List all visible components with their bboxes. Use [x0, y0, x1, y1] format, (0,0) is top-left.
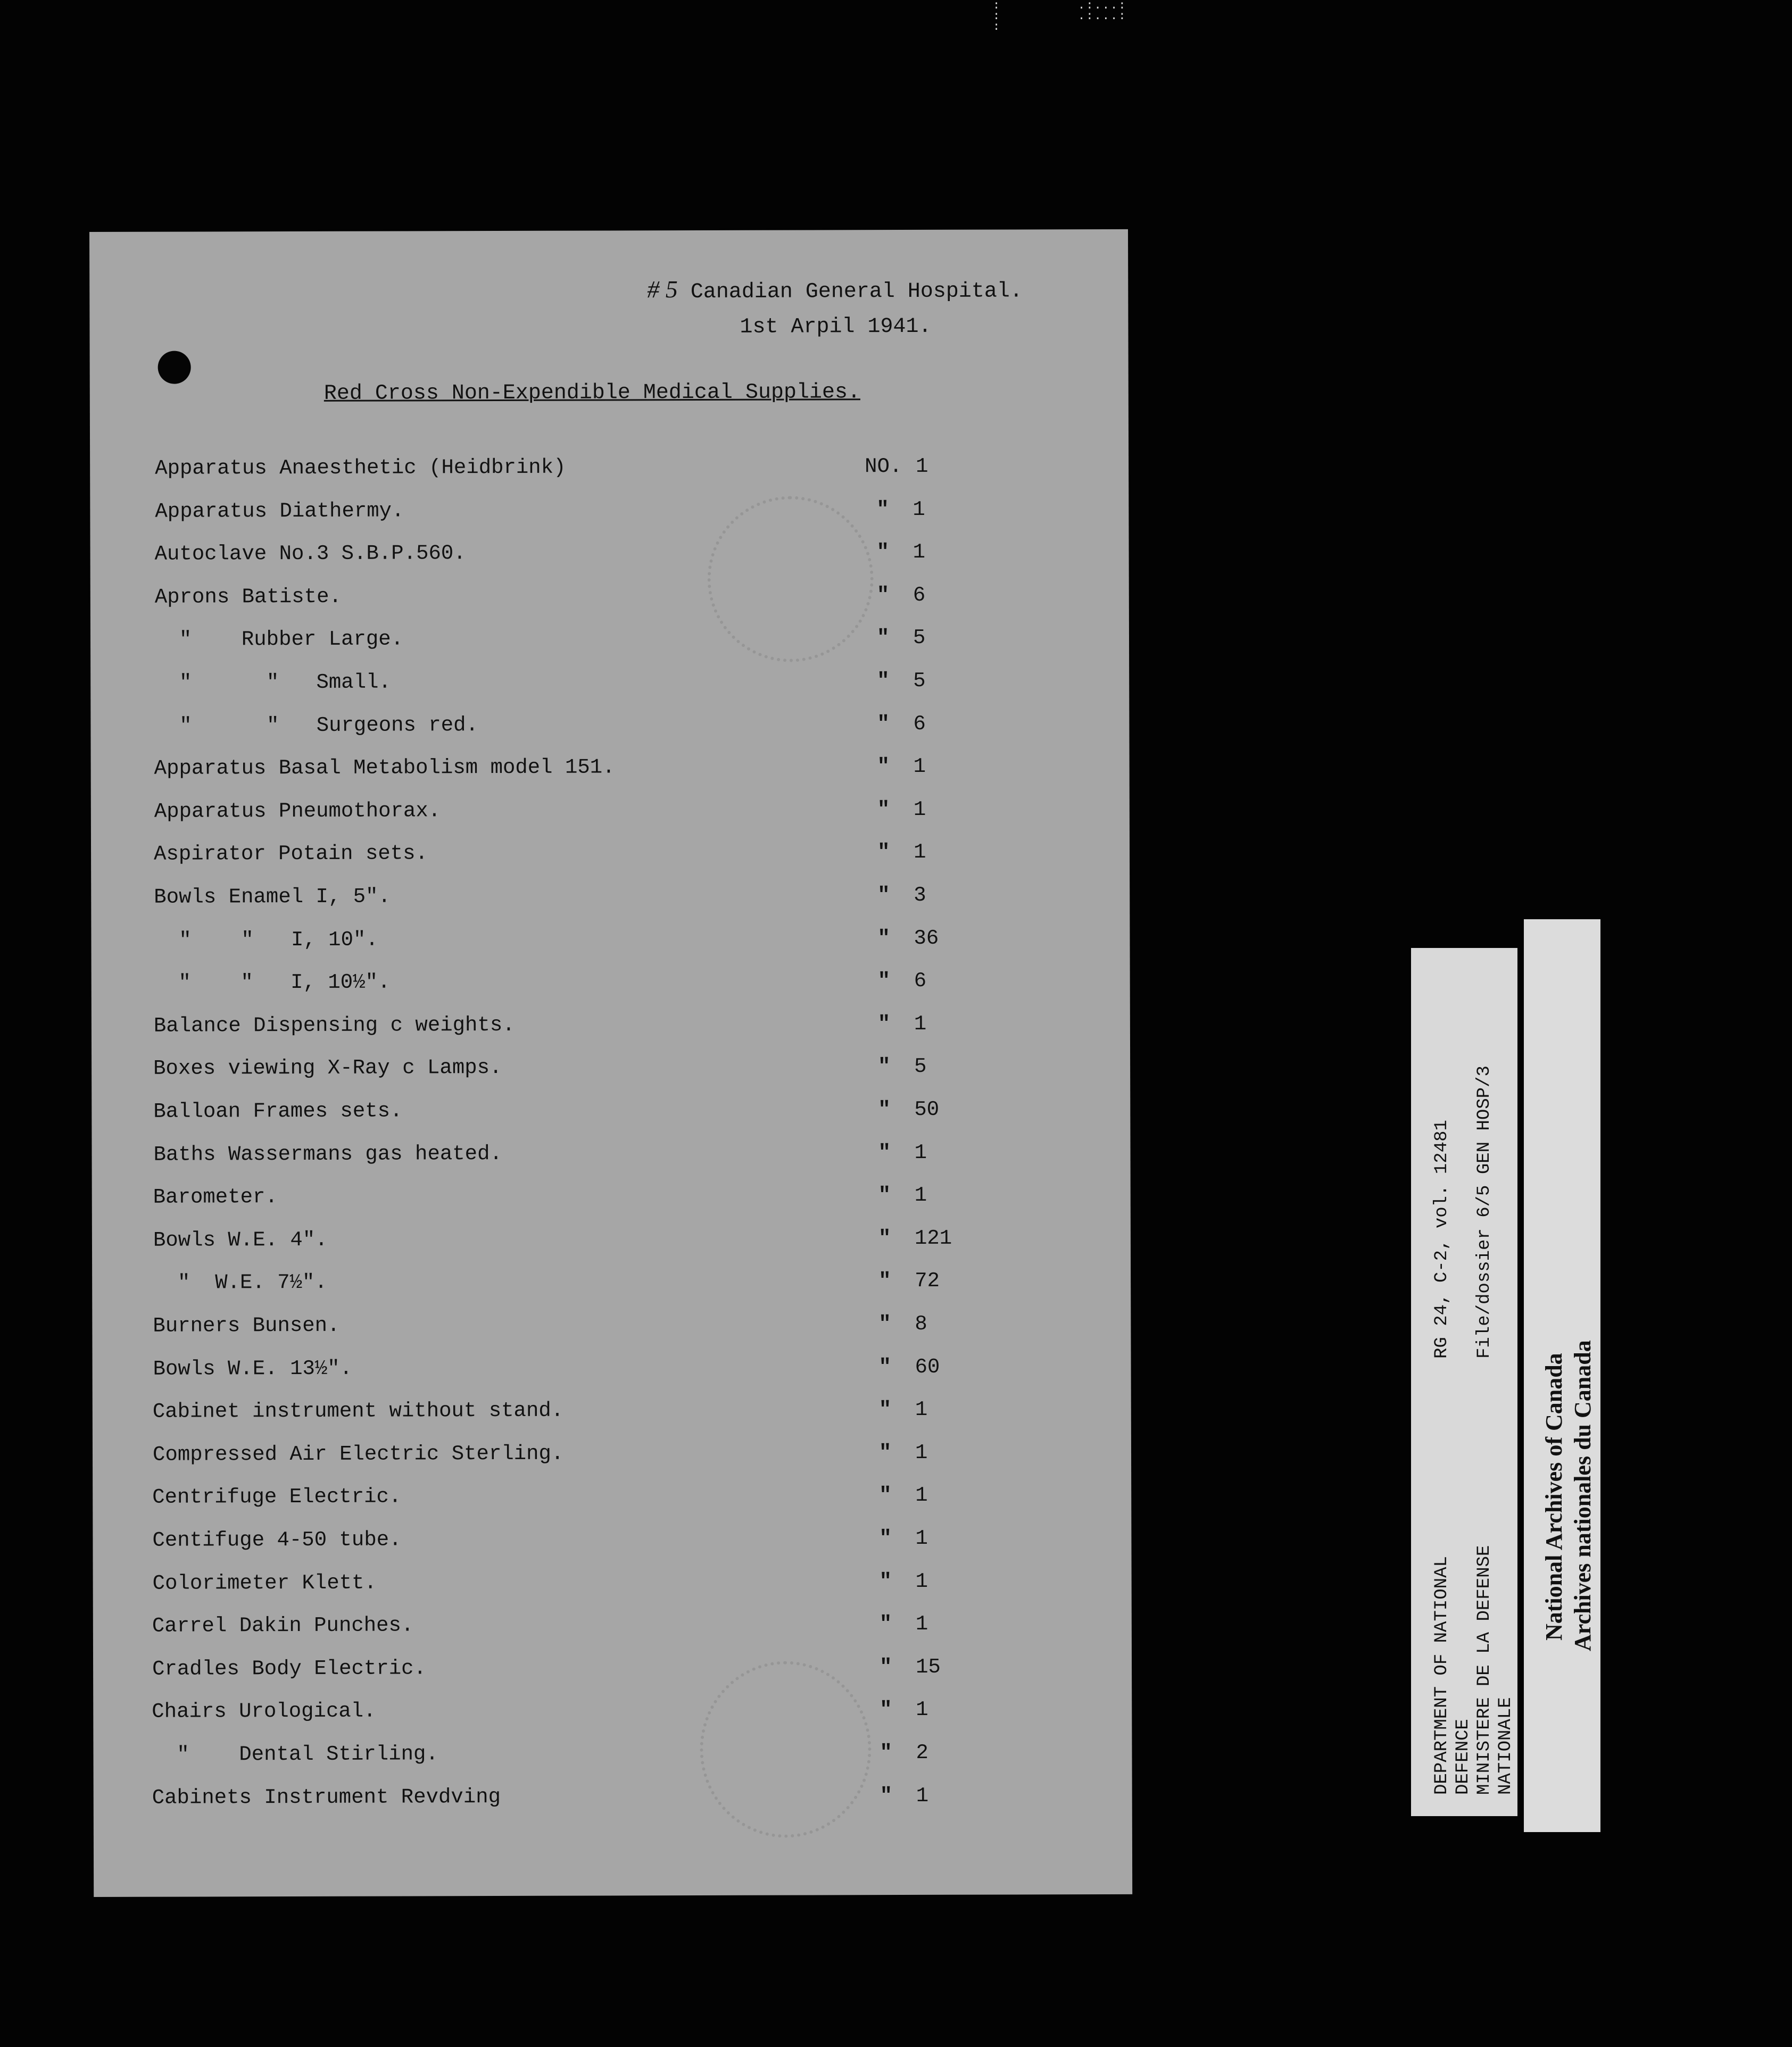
film-marker-left: : : :: [993, 0, 1001, 33]
item-quantity: 5: [914, 1055, 927, 1079]
ditto-mark: ": [880, 1741, 892, 1765]
item-name: Barometer.: [153, 1185, 278, 1209]
item-quantity: 72: [915, 1269, 940, 1293]
item-name: Cabinet instrument without stand.: [152, 1399, 564, 1424]
item-quantity: 60: [915, 1355, 940, 1379]
archive-reference-label: [1411, 948, 1517, 1816]
supply-row: [92, 1050, 1130, 1085]
ditto-mark: ": [878, 1184, 891, 1208]
ditto-mark: ": [878, 1312, 891, 1336]
item-name: Cabinets Instrument Revdving: [152, 1785, 501, 1810]
reference-line: File/dossier 6/5 GEN HOSP/3: [1474, 1066, 1495, 1359]
supply-row: [93, 1479, 1131, 1513]
ditto-mark: ": [878, 1141, 891, 1164]
item-quantity: 1: [915, 1484, 928, 1508]
dept-line: DEFENCE: [1453, 1719, 1473, 1795]
item-name: Bowls W.E. 13½".: [153, 1357, 353, 1381]
ditto-mark: ": [879, 1569, 892, 1593]
supply-row: [93, 1522, 1131, 1557]
item-name: " " Surgeons red.: [154, 713, 478, 738]
ditto-mark: ": [877, 797, 890, 821]
supply-row: [93, 1350, 1131, 1385]
ditto-mark: ": [878, 1269, 891, 1293]
archive-stamp-line: Archives nationales du Canada: [1570, 1340, 1596, 1651]
item-name: " W.E. 7½".: [153, 1271, 327, 1295]
item-quantity: 6: [912, 583, 926, 607]
dept-line: NATIONALE: [1496, 1697, 1516, 1795]
item-name: Balance Dispensing c weights.: [153, 1013, 515, 1038]
ditto-mark: ": [877, 755, 890, 779]
supply-row: [90, 450, 1129, 485]
supply-row: [92, 1222, 1131, 1257]
ditto-mark: ": [877, 884, 890, 908]
ditto-mark: ": [878, 1441, 892, 1464]
ditto-mark: ": [877, 712, 890, 736]
ditto-mark: ": [877, 841, 890, 864]
item-name: Boxes viewing X-Ray c Lamps.: [153, 1056, 502, 1081]
item-quantity: 1: [915, 1441, 928, 1464]
item-name: " " I, 10½".: [153, 970, 391, 995]
item-name: Compressed Air Electric Sterling.: [152, 1442, 564, 1467]
supply-row: [92, 1008, 1130, 1042]
ditto-mark: ": [878, 1098, 891, 1122]
item-quantity: 6: [913, 712, 926, 736]
item-quantity: 1: [913, 797, 926, 821]
item-quantity: 1: [915, 1526, 928, 1550]
archive-stamp-label: [1524, 919, 1600, 1832]
supply-row: [91, 921, 1130, 956]
item-quantity: 5: [913, 669, 926, 693]
archive-stamp-line: National Archives of Canada: [1541, 1353, 1567, 1641]
supply-row: [92, 1308, 1131, 1342]
reference-line: RG 24, C-2, vol. 12481: [1432, 1120, 1452, 1359]
ditto-mark: ": [877, 669, 890, 693]
document-date: 1st Arpil 1941.: [740, 314, 932, 339]
supply-row: [91, 750, 1130, 785]
item-quantity: 1: [914, 1141, 927, 1164]
item-name: Bowls W.E. 4".: [153, 1228, 328, 1252]
item-name: Aprons Batiste.: [154, 585, 342, 609]
item-name: " " I, 10".: [154, 928, 378, 952]
supply-row: [92, 964, 1130, 999]
item-quantity: 8: [915, 1312, 927, 1336]
supply-row: [91, 836, 1130, 870]
supply-row: [90, 664, 1129, 699]
item-name: Cradles Body Electric.: [152, 1657, 427, 1681]
dept-line: DEPARTMENT OF NATIONAL: [1432, 1556, 1452, 1795]
item-name: Colorimeter Klett.: [152, 1571, 377, 1595]
hospital-heading: [647, 274, 1023, 304]
ditto-mark: ": [880, 1698, 892, 1722]
ditto-mark: ": [878, 1226, 891, 1250]
item-name: Apparatus Diathermy.: [155, 499, 404, 523]
item-quantity: 2: [916, 1741, 928, 1765]
item-name: Bowls Enamel I, 5".: [154, 885, 391, 909]
supply-row: [94, 1779, 1132, 1813]
document-title: Red Cross Non-Expendible Medical Supplies.: [323, 380, 861, 406]
supply-row: [90, 621, 1129, 656]
supply-row: [93, 1565, 1132, 1599]
supply-row: [90, 707, 1129, 742]
supply-row: [92, 1093, 1130, 1128]
ditto-mark: ": [877, 969, 891, 993]
ditto-mark: ": [879, 1612, 892, 1636]
ditto-mark: ": [878, 1055, 891, 1079]
document-page: [89, 229, 1132, 1897]
supply-row: [90, 493, 1129, 527]
item-name: Centifuge 4-50 tube.: [152, 1528, 402, 1552]
item-name: Apparatus Pneumothorax.: [154, 799, 441, 823]
supply-row: [91, 793, 1130, 828]
film-marker-right: .:...: .:...:: [1078, 0, 1127, 22]
ditto-mark: ": [880, 1655, 892, 1679]
item-name: Apparatus Basal Metabolism model 151.: [154, 755, 615, 780]
item-quantity: 1: [915, 1612, 928, 1636]
ditto-mark: ": [878, 1355, 892, 1379]
supply-row: [92, 1179, 1131, 1213]
supply-row: [93, 1608, 1132, 1642]
item-quantity: 6: [914, 969, 927, 993]
hospital-number: # 5: [647, 276, 678, 303]
supply-row: [93, 1736, 1132, 1771]
ditto-mark: ": [879, 1527, 892, 1551]
item-name: " Dental Stirling.: [152, 1742, 438, 1767]
item-name: Chairs Urological.: [152, 1699, 376, 1724]
supply-row: [92, 1136, 1130, 1170]
item-quantity: 1: [915, 1398, 928, 1422]
hospital-name: Canadian General Hospital.: [690, 279, 1023, 305]
ditto-mark: ": [876, 583, 890, 607]
item-quantity: 36: [914, 926, 939, 950]
item-name: Autoclave No.3 S.B.P.560.: [154, 542, 466, 566]
dept-line: MINISTERE DE LA DEFENSE: [1474, 1545, 1495, 1795]
supply-row: [92, 1264, 1131, 1299]
supply-row: [91, 879, 1130, 913]
item-quantity: 3: [914, 883, 926, 907]
ditto-mark: ": [879, 1484, 892, 1508]
supply-row: [93, 1393, 1131, 1428]
supply-row: [93, 1651, 1132, 1685]
item-quantity: 1: [916, 1784, 929, 1808]
item-quantity: 1: [912, 540, 926, 564]
supply-row: [93, 1436, 1131, 1471]
item-quantity: 5: [912, 626, 926, 650]
supply-row: [90, 536, 1129, 570]
item-name: Carrel Dakin Punches.: [152, 1613, 414, 1638]
ditto-mark: ": [877, 1012, 891, 1036]
supply-row: [90, 579, 1129, 613]
ditto-mark: ": [876, 626, 890, 650]
item-quantity: 1: [915, 1569, 928, 1593]
supply-row: [93, 1693, 1132, 1728]
ditto-mark: ": [876, 497, 889, 521]
item-name: Apparatus Anaesthetic (Heidbrink): [155, 455, 566, 480]
punch-hole: [158, 351, 191, 384]
item-quantity: 1: [916, 1698, 928, 1722]
item-name: Burners Bunsen.: [153, 1313, 340, 1338]
item-name: Centrifuge Electric.: [152, 1485, 402, 1510]
item-quantity: 15: [916, 1655, 941, 1679]
ditto-mark: ": [880, 1784, 893, 1808]
item-quantity: 1: [914, 841, 926, 864]
item-quantity: 1: [912, 497, 925, 521]
item-name: Baths Wassermans gas heated.: [153, 1142, 502, 1167]
ditto-mark: ": [877, 926, 890, 950]
ditto-mark: ": [878, 1398, 892, 1422]
ditto-mark: ": [876, 540, 890, 564]
item-name: " " Small.: [154, 670, 391, 695]
item-quantity: 50: [914, 1097, 940, 1121]
item-name: " Rubber Large.: [154, 627, 404, 652]
item-quantity: 1: [913, 755, 926, 779]
item-name: Balloan Frames sets.: [153, 1099, 403, 1124]
item-quantity: 1: [916, 454, 928, 478]
ditto-mark: NO.: [865, 455, 902, 479]
item-quantity: 121: [914, 1226, 952, 1250]
item-quantity: 1: [914, 1012, 927, 1036]
item-name: Aspirator Potain sets.: [154, 842, 428, 867]
item-quantity: 1: [914, 1184, 927, 1208]
